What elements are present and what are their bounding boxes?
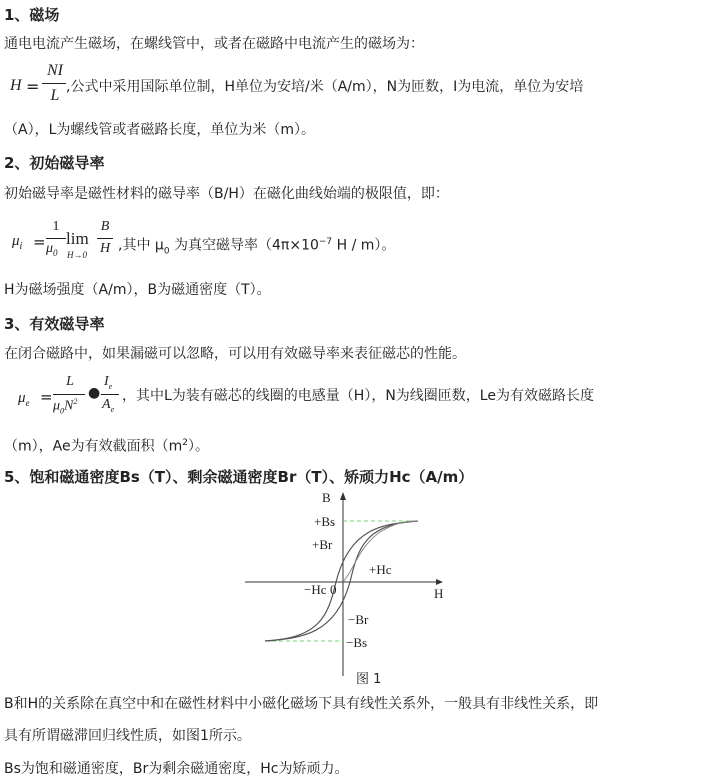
figure-caption: 图 1 — [356, 672, 382, 687]
fraction-bar — [42, 83, 66, 84]
section-5-para1-line1: B和H的关系除在真空中和在磁性材料中小磁化磁场下具有线性关系外，一般具有非线性关系，即 — [4, 696, 599, 712]
section-3-text-line2: （m），Ae为有效截面积$(m^2)$。 — [4, 438, 209, 455]
section-2-heading: 2、初始磁导率 — [4, 154, 105, 172]
equals-sign: = — [26, 77, 40, 96]
section-3-text: ，其中L为装有磁芯的线圈的电感量（H），N为线圈匝数，Le为有效磁路长度 — [122, 388, 594, 404]
axis-h-label: H — [434, 586, 444, 601]
label-hc-neg: −Hc — [304, 582, 327, 597]
section-2-line2: H为磁场强度（A/m），B为磁通密度（T）。 — [4, 282, 271, 298]
label-bs-pos: +Bs — [314, 514, 336, 529]
section-5-heading: 5、饱和磁通密度Bs（T）、剩余磁通密度Br（T）、矫顽力Hc（A/m） — [4, 468, 474, 486]
section-2-text: ,其中 $\mu_0$ 为真空磁导率（$4\pi\times 10^{-7}$ H / m）。 — [118, 237, 396, 257]
label-bs-neg: −Bs — [346, 635, 368, 650]
section-1-intro: 通电电流产生磁场，在螺线管中，或者在磁路中电流产生的磁场为： — [4, 36, 424, 52]
hysteresis-lower-branch — [265, 521, 418, 641]
section-1-text: ,公式中采用国际单位制，H单位为安培/米（A/m），N为匝数，I为电流，单位为安培 — [66, 79, 584, 95]
hysteresis-figure — [240, 488, 450, 688]
label-hc-pos: +Hc — [369, 562, 392, 577]
label-origin: 0 — [330, 582, 337, 597]
h-axis-arrow — [436, 579, 443, 585]
section-1-heading: 1、磁场 — [4, 6, 60, 24]
axis-b-label: B — [322, 490, 331, 505]
formula-lhs: H — [10, 77, 22, 94]
b-axis-arrow — [340, 492, 346, 500]
formula-denominator: L — [50, 87, 60, 104]
section-3-intro: 在闭合磁路中，如果漏磁可以忽略，可以用有效磁导率来表征磁芯的性能。 — [4, 346, 466, 362]
section-5-para2: Bs为饱和磁通密度，Br为剩余磁通密度，Hc为矫顽力。 — [4, 761, 349, 777]
hysteresis-upper-branch — [265, 521, 418, 641]
label-br-neg: −Br — [348, 612, 369, 627]
label-br-pos: +Br — [312, 537, 333, 552]
section-5-para1-line2: 具有所谓磁滞回归线性质，如图1所示。 — [4, 728, 251, 744]
bullet-multiply: ● — [88, 385, 101, 401]
section-2-intro: 初始磁导率是磁性材料的磁导率（B/H）在磁化曲线始端的极限值，即： — [4, 186, 449, 202]
section-3-heading: 3、有效磁导率 — [4, 315, 105, 333]
mu-i: $\mu_i$ — [12, 233, 23, 252]
formula-numerator: NI — [47, 62, 63, 79]
section-1-text-line2: （A），L为螺线管或者磁路长度，单位为米（m）。 — [4, 122, 316, 138]
